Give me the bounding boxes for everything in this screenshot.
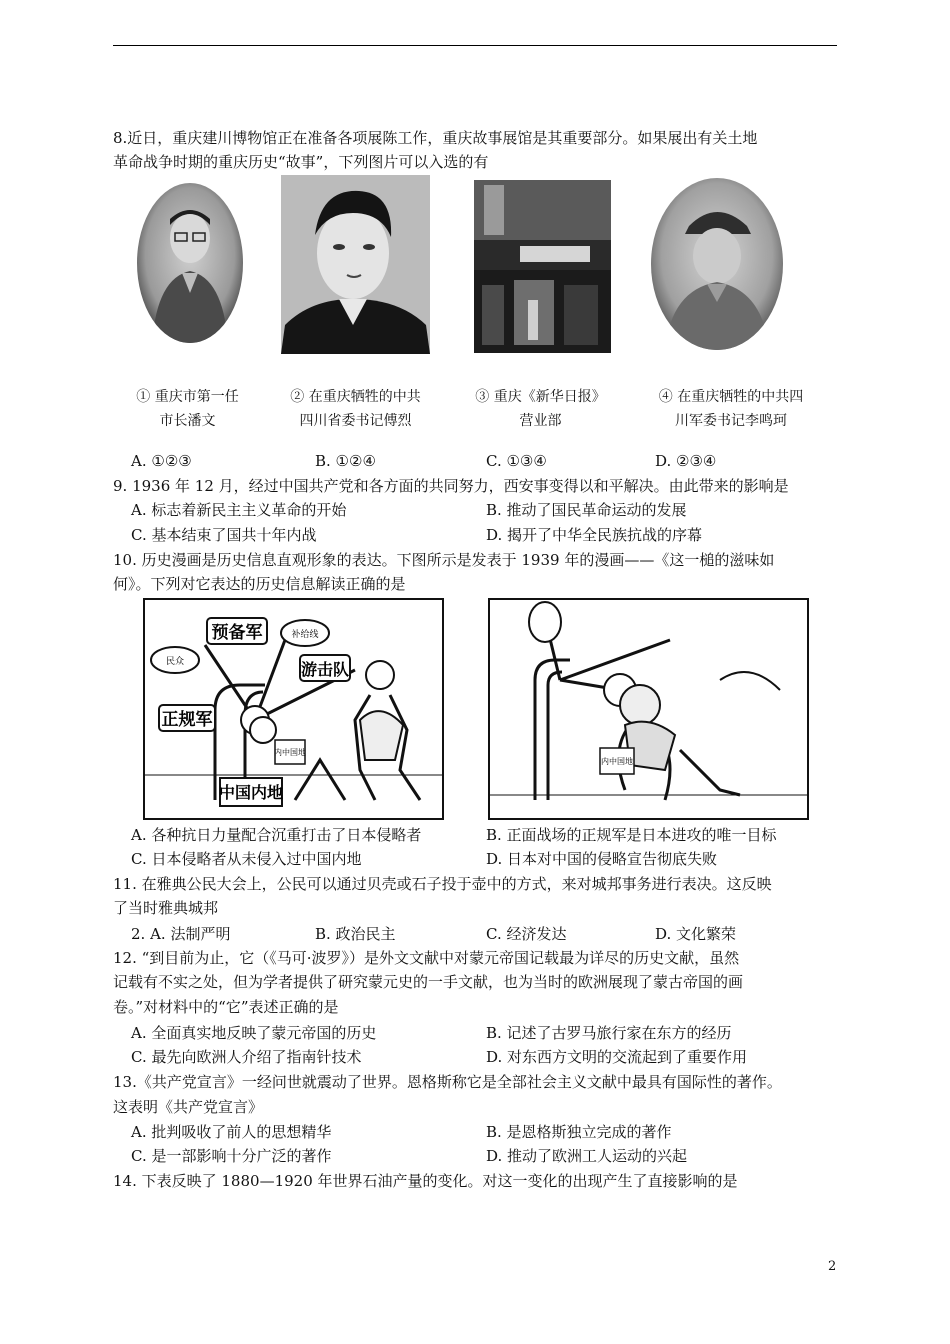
q10-option-b[interactable]: B. 正面战场的正规军是日本进攻的唯一目标 (486, 826, 777, 844)
q12-option-b[interactable]: B. 记述了古罗马旅行家在东方的经历 (486, 1024, 732, 1042)
q12-stem-line2: 记载有不实之处，但为学者提供了研究蒙元史的一手文献，也为当时的欧洲展现了蒙古帝国的画 (113, 973, 744, 991)
label-guerrilla: 游击队 (300, 660, 350, 679)
q8-option-c[interactable]: C. ①③④ (486, 452, 547, 470)
caption-1: ① 重庆市第一任 市长潘文 (136, 389, 239, 429)
q9-option-d[interactable]: D. 揭开了中华全民族抗战的序幕 (486, 526, 703, 544)
q13-stem-line1: 13.《共产党宣言》一经问世就震动了世界。恩格斯称它是全部社会主义文献中最具有国际性的著作。 (113, 1073, 782, 1091)
q11-option-d[interactable]: D. 文化繁荣 (655, 925, 737, 943)
q13-option-d[interactable]: D. 推动了欧洲工人运动的兴起 (486, 1147, 688, 1165)
label-regular: 正规军 (161, 710, 213, 730)
q11-option-c[interactable]: C. 经济发达 (486, 925, 567, 943)
label-reserve: 预备军 (211, 623, 263, 643)
q11-stem-line2: 了当时雅典城邦 (113, 899, 219, 917)
q10-option-d[interactable]: D. 日本对中国的侵略宣告彻底失败 (486, 850, 718, 868)
cartoon-panel-2 (488, 598, 809, 820)
q14-stem: 14. 下表反映了 1880—1920 年世界石油产量的变化。对这一变化的出现产生了直接影响的是 (113, 1172, 738, 1190)
q12-stem-line1: 12. “到目前为止，它（《马可·波罗》）是外文文献中对蒙元帝国记载最为详尽的历史文献，虽然 (113, 949, 740, 967)
photo-li-mingke (651, 178, 783, 350)
q13-stem-line2: 这表明《共产党宣言》 (113, 1098, 264, 1116)
q10-option-c[interactable]: C. 日本侵略者从未侵入过中国内地 (131, 850, 362, 868)
q8-stem-line2: 革命战争时期的重庆历史“故事”，下列图片可以入选的有 (113, 153, 489, 171)
caption-3: ③ 重庆《新华日报》 营业部 (475, 389, 606, 429)
q12-option-a[interactable]: A. 全面真实地反映了蒙元帝国的历史 (131, 1024, 377, 1042)
q8-stem-line1: 8.近日，重庆建川博物馆正在准备各项展陈工作，重庆故事展馆是其重要部分。如果展出有关土地 (113, 129, 758, 147)
q8-option-a[interactable]: A. ①②③ (131, 452, 192, 470)
q10-stem-line1: 10. 历史漫画是历史信息直观形象的表达。下图所示是发表于 1939 年的漫画——《这一槌的滋味如 (113, 551, 775, 569)
photo-pan-wen (137, 183, 243, 343)
q9-stem: 9. 1936 年 12 月，经过中国共产党和各方面的共同努力，西安事变得以和平解决。由此带来的影响是 (113, 477, 789, 495)
q9-option-a[interactable]: A. 标志着新民主主义革命的开始 (131, 501, 347, 519)
label-inland: 中国内地 (218, 783, 284, 802)
q13-option-b[interactable]: B. 是恩格斯独立完成的著作 (486, 1123, 672, 1141)
q8-option-b[interactable]: B. ①②④ (315, 452, 376, 470)
q12-option-c[interactable]: C. 最先向欧洲人介绍了指南针技术 (131, 1048, 362, 1066)
q8-option-d[interactable]: D. ②③④ (655, 452, 717, 470)
q12-stem-line3: 卷。”对材料中的“它”表述正确的是 (113, 998, 339, 1016)
photo-xinhua-daily-office (474, 180, 611, 353)
q11-option-a[interactable]: 2. A. 法制严明 (131, 925, 231, 943)
cartoon-panel-1 (143, 598, 444, 820)
q10-option-a[interactable]: A. 各种抗日力量配合沉重打击了日本侵略者 (131, 826, 422, 844)
caption-2: ② 在重庆牺牲的中共 四川省委书记傅烈 (290, 389, 421, 429)
q12-option-d[interactable]: D. 对东西方文明的交流起到了重要作用 (486, 1048, 748, 1066)
label-small-2: 补给线 (291, 630, 319, 640)
q13-option-c[interactable]: C. 是一部影响十分广泛的著作 (131, 1147, 332, 1165)
label-small-1: 民众 (165, 657, 185, 667)
q11-option-b[interactable]: B. 政治民主 (315, 925, 396, 943)
q9-option-b[interactable]: B. 推动了国民革命运动的发展 (486, 501, 687, 519)
header-rule (113, 45, 837, 46)
label-sign-1: 内中国地 (274, 748, 306, 757)
q9-option-c[interactable]: C. 基本结束了国共十年内战 (131, 526, 317, 544)
label-sign-2: 内中国地 (601, 757, 633, 766)
photo-fu-lie (281, 175, 430, 354)
q13-option-a[interactable]: A. 批判吸收了前人的思想精华 (131, 1123, 332, 1141)
q10-stem-line2: 何》。下列对它表达的历史信息解读正确的是 (113, 575, 406, 593)
q11-stem-line1: 11. 在雅典公民大会上，公民可以通过贝壳或石子投于壶中的方式，来对城邦事务进行表决。这反映 (113, 875, 772, 893)
page-number: 2 (828, 1259, 837, 1274)
caption-4: ④ 在重庆牺牲的中共四 川军委书记李鸣珂 (658, 389, 804, 429)
